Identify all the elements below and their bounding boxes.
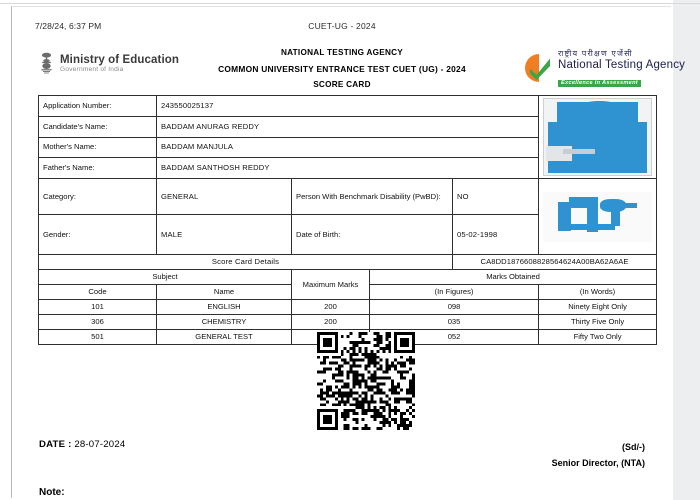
candidate-name-value: BADDAM ANURAG REDDY — [157, 116, 539, 137]
candidate-photo-cell — [539, 96, 657, 179]
print-timestamp: 7/28/24, 6:37 PM — [35, 21, 102, 31]
application-number-value: 243550025137 — [157, 96, 539, 117]
issue-date-value: 28-07-2024 — [74, 439, 126, 450]
agency-title: NATIONAL TESTING AGENCY — [280, 48, 404, 57]
score-card-table — [38, 95, 657, 345]
document-masthead — [12, 43, 686, 91]
top-divider-rule — [0, 3, 700, 4]
subject-marks-in-figures: 098 — [370, 300, 539, 315]
subject-code: 306 — [39, 315, 157, 330]
father-name-label: Father's Name: — [39, 158, 157, 179]
candidate-signature — [543, 192, 652, 242]
authority-designation: Senior Director, (NTA) — [551, 458, 645, 468]
mother-name-value: BADDAM MANJULA — [157, 137, 539, 158]
category-value: GENERAL — [157, 179, 292, 215]
exam-title: COMMON UNIVERSITY ENTRANCE TEST CUET (UG) - 2024 — [218, 64, 466, 74]
subject-name: CHEMISTRY — [157, 315, 292, 330]
print-page-title: CUET-UG - 2024 — [308, 21, 376, 31]
subject-code: 101 — [39, 300, 157, 315]
nta-logo — [524, 47, 686, 89]
name-header: Name — [157, 285, 292, 300]
nta-tagline: Excellence in Assessment — [558, 80, 641, 88]
in-words-header: (In Words) — [539, 285, 657, 300]
subject-maximum-marks: 200 — [292, 315, 370, 330]
issue-date-label: DATE : — [39, 439, 72, 450]
signature-mark: (Sd/-) — [622, 442, 645, 452]
document-type-title: SCORE CARD — [313, 80, 371, 89]
candidate-name-label: Candidate's Name: — [39, 116, 157, 137]
ministry-of-education-logo — [38, 51, 179, 77]
verification-hash: CA8DD1876608828564624A00BA62A6AE — [453, 255, 657, 270]
mother-name-label: Mother's Name: — [39, 137, 157, 158]
code-header: Code — [39, 285, 157, 300]
nta-name-hindi: राष्ट्रीय परीक्षण एजेंसी — [558, 48, 633, 58]
subject-group-header: Subject — [39, 270, 292, 285]
table-row-category — [39, 179, 657, 215]
score-card-sheet — [11, 6, 686, 498]
document-title-block — [162, 45, 522, 93]
table-row-application-number — [39, 96, 657, 117]
ministry-subtitle: Government of India — [60, 66, 124, 73]
india-state-emblem-icon — [38, 51, 55, 77]
authority-signature-block — [552, 439, 645, 471]
dob-label: Date of Birth: — [292, 215, 453, 255]
browser-print-header — [12, 21, 672, 35]
note-label: Note: — [39, 487, 65, 498]
gender-label: Gender: — [39, 215, 157, 255]
table-row — [39, 315, 657, 330]
nta-checkmark-icon — [524, 53, 554, 83]
father-name-value: BADDAM SANTHOSH REDDY — [157, 158, 539, 179]
subject-marks-in-figures: 035 — [370, 315, 539, 330]
subject-maximum-marks: 200 — [292, 300, 370, 315]
score-card-verification-qr-code — [302, 332, 430, 430]
category-label: Category: — [39, 179, 157, 215]
marks-obtained-group-header: Marks Obtained — [370, 270, 657, 285]
score-card-details-label: Score Card Details — [39, 255, 453, 270]
application-number-label: Application Number: — [39, 96, 157, 117]
gender-value: MALE — [157, 215, 292, 255]
subject-marks-in-words: Fifty Two Only — [539, 330, 657, 345]
subject-name: ENGLISH — [157, 300, 292, 315]
table-row — [39, 300, 657, 315]
in-figures-header: (In Figures) — [370, 285, 539, 300]
pwbd-label: Person With Benchmark Disability (PwBD): — [292, 179, 453, 215]
pwbd-value: NO — [453, 179, 539, 215]
subject-marks-in-figures: 052 — [370, 330, 539, 345]
subject-marks-in-words: Thirty Five Only — [539, 315, 657, 330]
table-row-score-card-details — [39, 255, 657, 270]
nta-logo-text — [558, 49, 685, 88]
maximum-marks-header: Maximum Marks — [292, 270, 370, 300]
table-header-row-groups — [39, 270, 657, 285]
nta-name-english: National Testing Agency — [558, 58, 686, 71]
candidate-photograph — [543, 98, 652, 176]
ministry-title: Ministry of Education — [60, 54, 180, 66]
subject-marks-in-words: Ninety Eight Only — [539, 300, 657, 315]
subject-code: 501 — [39, 330, 157, 345]
issue-date — [39, 439, 125, 450]
subject-name: GENERAL TEST — [157, 330, 292, 345]
dob-value: 05-02-1998 — [453, 215, 539, 255]
candidate-signature-cell — [539, 179, 657, 255]
